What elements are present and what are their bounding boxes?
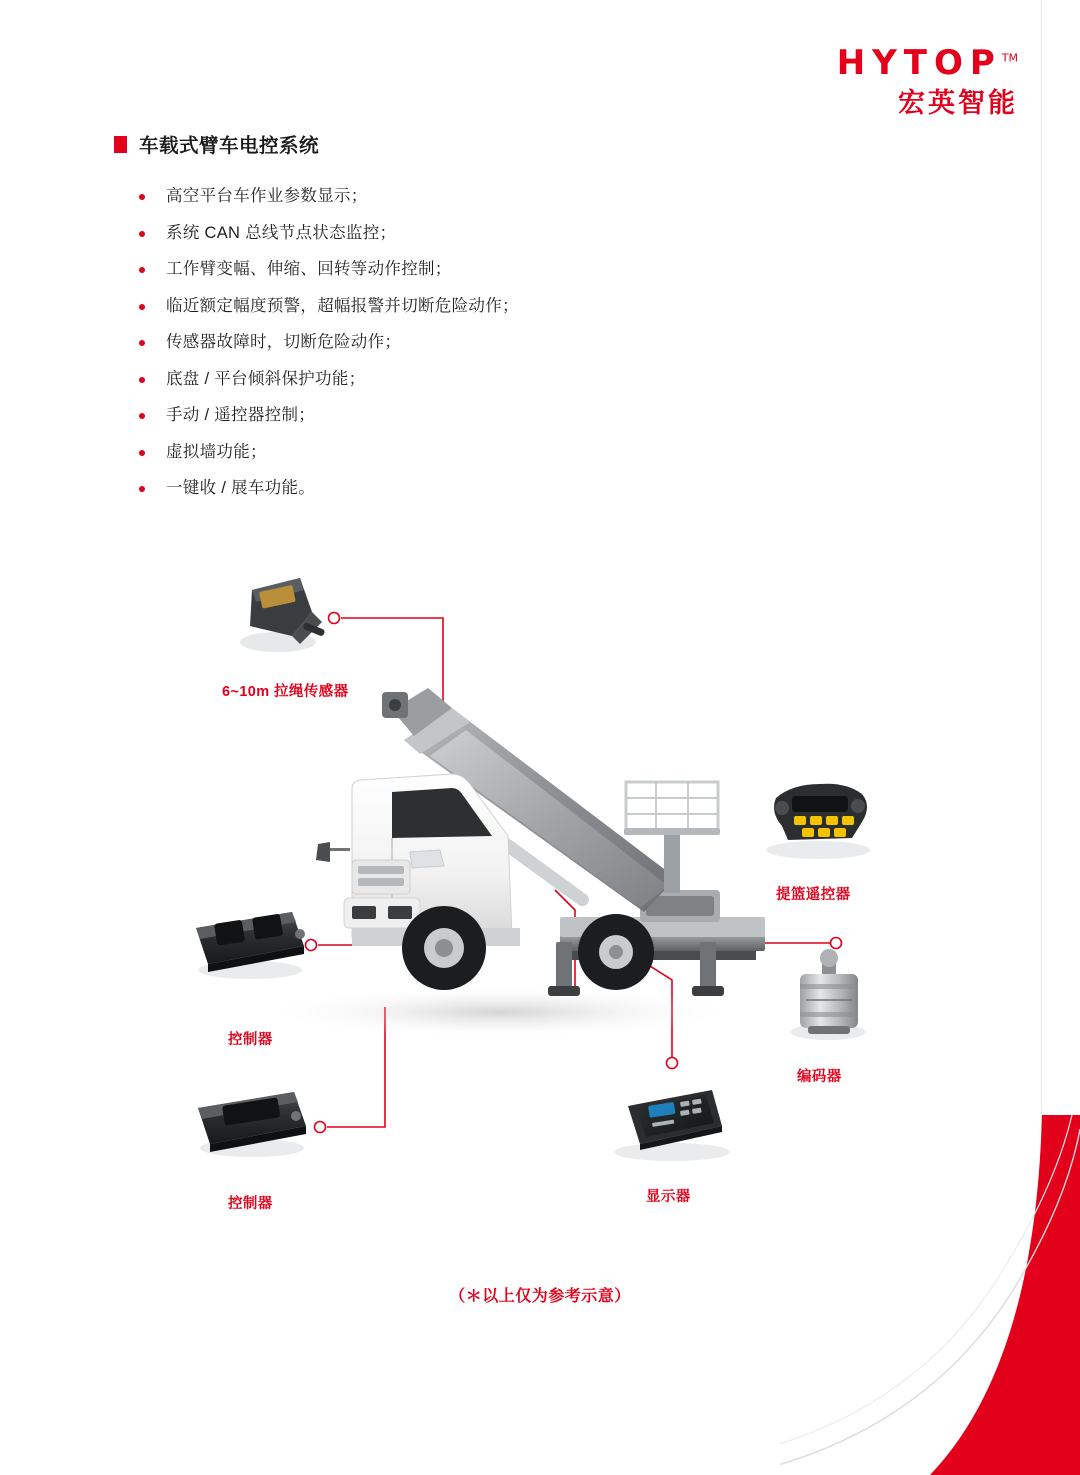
basket-remote-image	[766, 784, 870, 859]
label-encoder: 编码器	[797, 1069, 842, 1085]
brand-logo-cn: 宏英智能	[898, 88, 1018, 118]
brand-logo-en-text: HYTOP	[836, 43, 1002, 83]
brand-logo-en	[836, 43, 1018, 83]
page-title-text: 车载式臂车电控系统	[139, 135, 320, 157]
label-controller-lower: 控制器	[228, 1196, 273, 1212]
list-item: 手动 / 遥控器控制；	[135, 407, 775, 424]
controller-upper-image	[196, 912, 305, 979]
list-item: 底盘 / 平台倾斜保护功能；	[135, 371, 775, 388]
controller-lower-image	[198, 1092, 306, 1157]
list-item: 系统 CAN 总线节点状态监控；	[135, 225, 775, 242]
brand-trademark-icon: TM	[1001, 51, 1018, 65]
list-item: 传感器故障时，切断危险动作；	[135, 334, 775, 351]
footnote: （＊以上仅为参考示意）	[449, 1288, 631, 1305]
product-diagram	[0, 560, 1080, 1260]
list-item: 工作臂变幅、伸缩、回转等动作控制；	[135, 261, 775, 278]
page-title	[114, 130, 319, 158]
list-item: 虚拟墙功能；	[135, 444, 775, 461]
display-image	[614, 1090, 730, 1161]
rope-sensor-image	[240, 578, 325, 652]
diagram-graphics	[0, 560, 1080, 1260]
label-display: 显示器	[646, 1189, 691, 1205]
list-item: 一键收 / 展车功能。	[135, 480, 775, 497]
list-item: 临近额定幅度预警，超幅报警并切断危险动作；	[135, 298, 775, 315]
list-item: 高空平台车作业参数显示；	[135, 188, 775, 205]
title-marker-icon	[114, 136, 127, 153]
feature-list	[135, 188, 775, 517]
label-rope-sensor: 6~10m 拉绳传感器	[222, 684, 349, 700]
label-controller-upper: 控制器	[228, 1032, 273, 1048]
brand-logo	[836, 43, 1018, 118]
label-basket-remote: 提篮遥控器	[776, 887, 851, 903]
encoder-image	[790, 949, 866, 1040]
aerial-platform-truck-image	[316, 688, 765, 996]
